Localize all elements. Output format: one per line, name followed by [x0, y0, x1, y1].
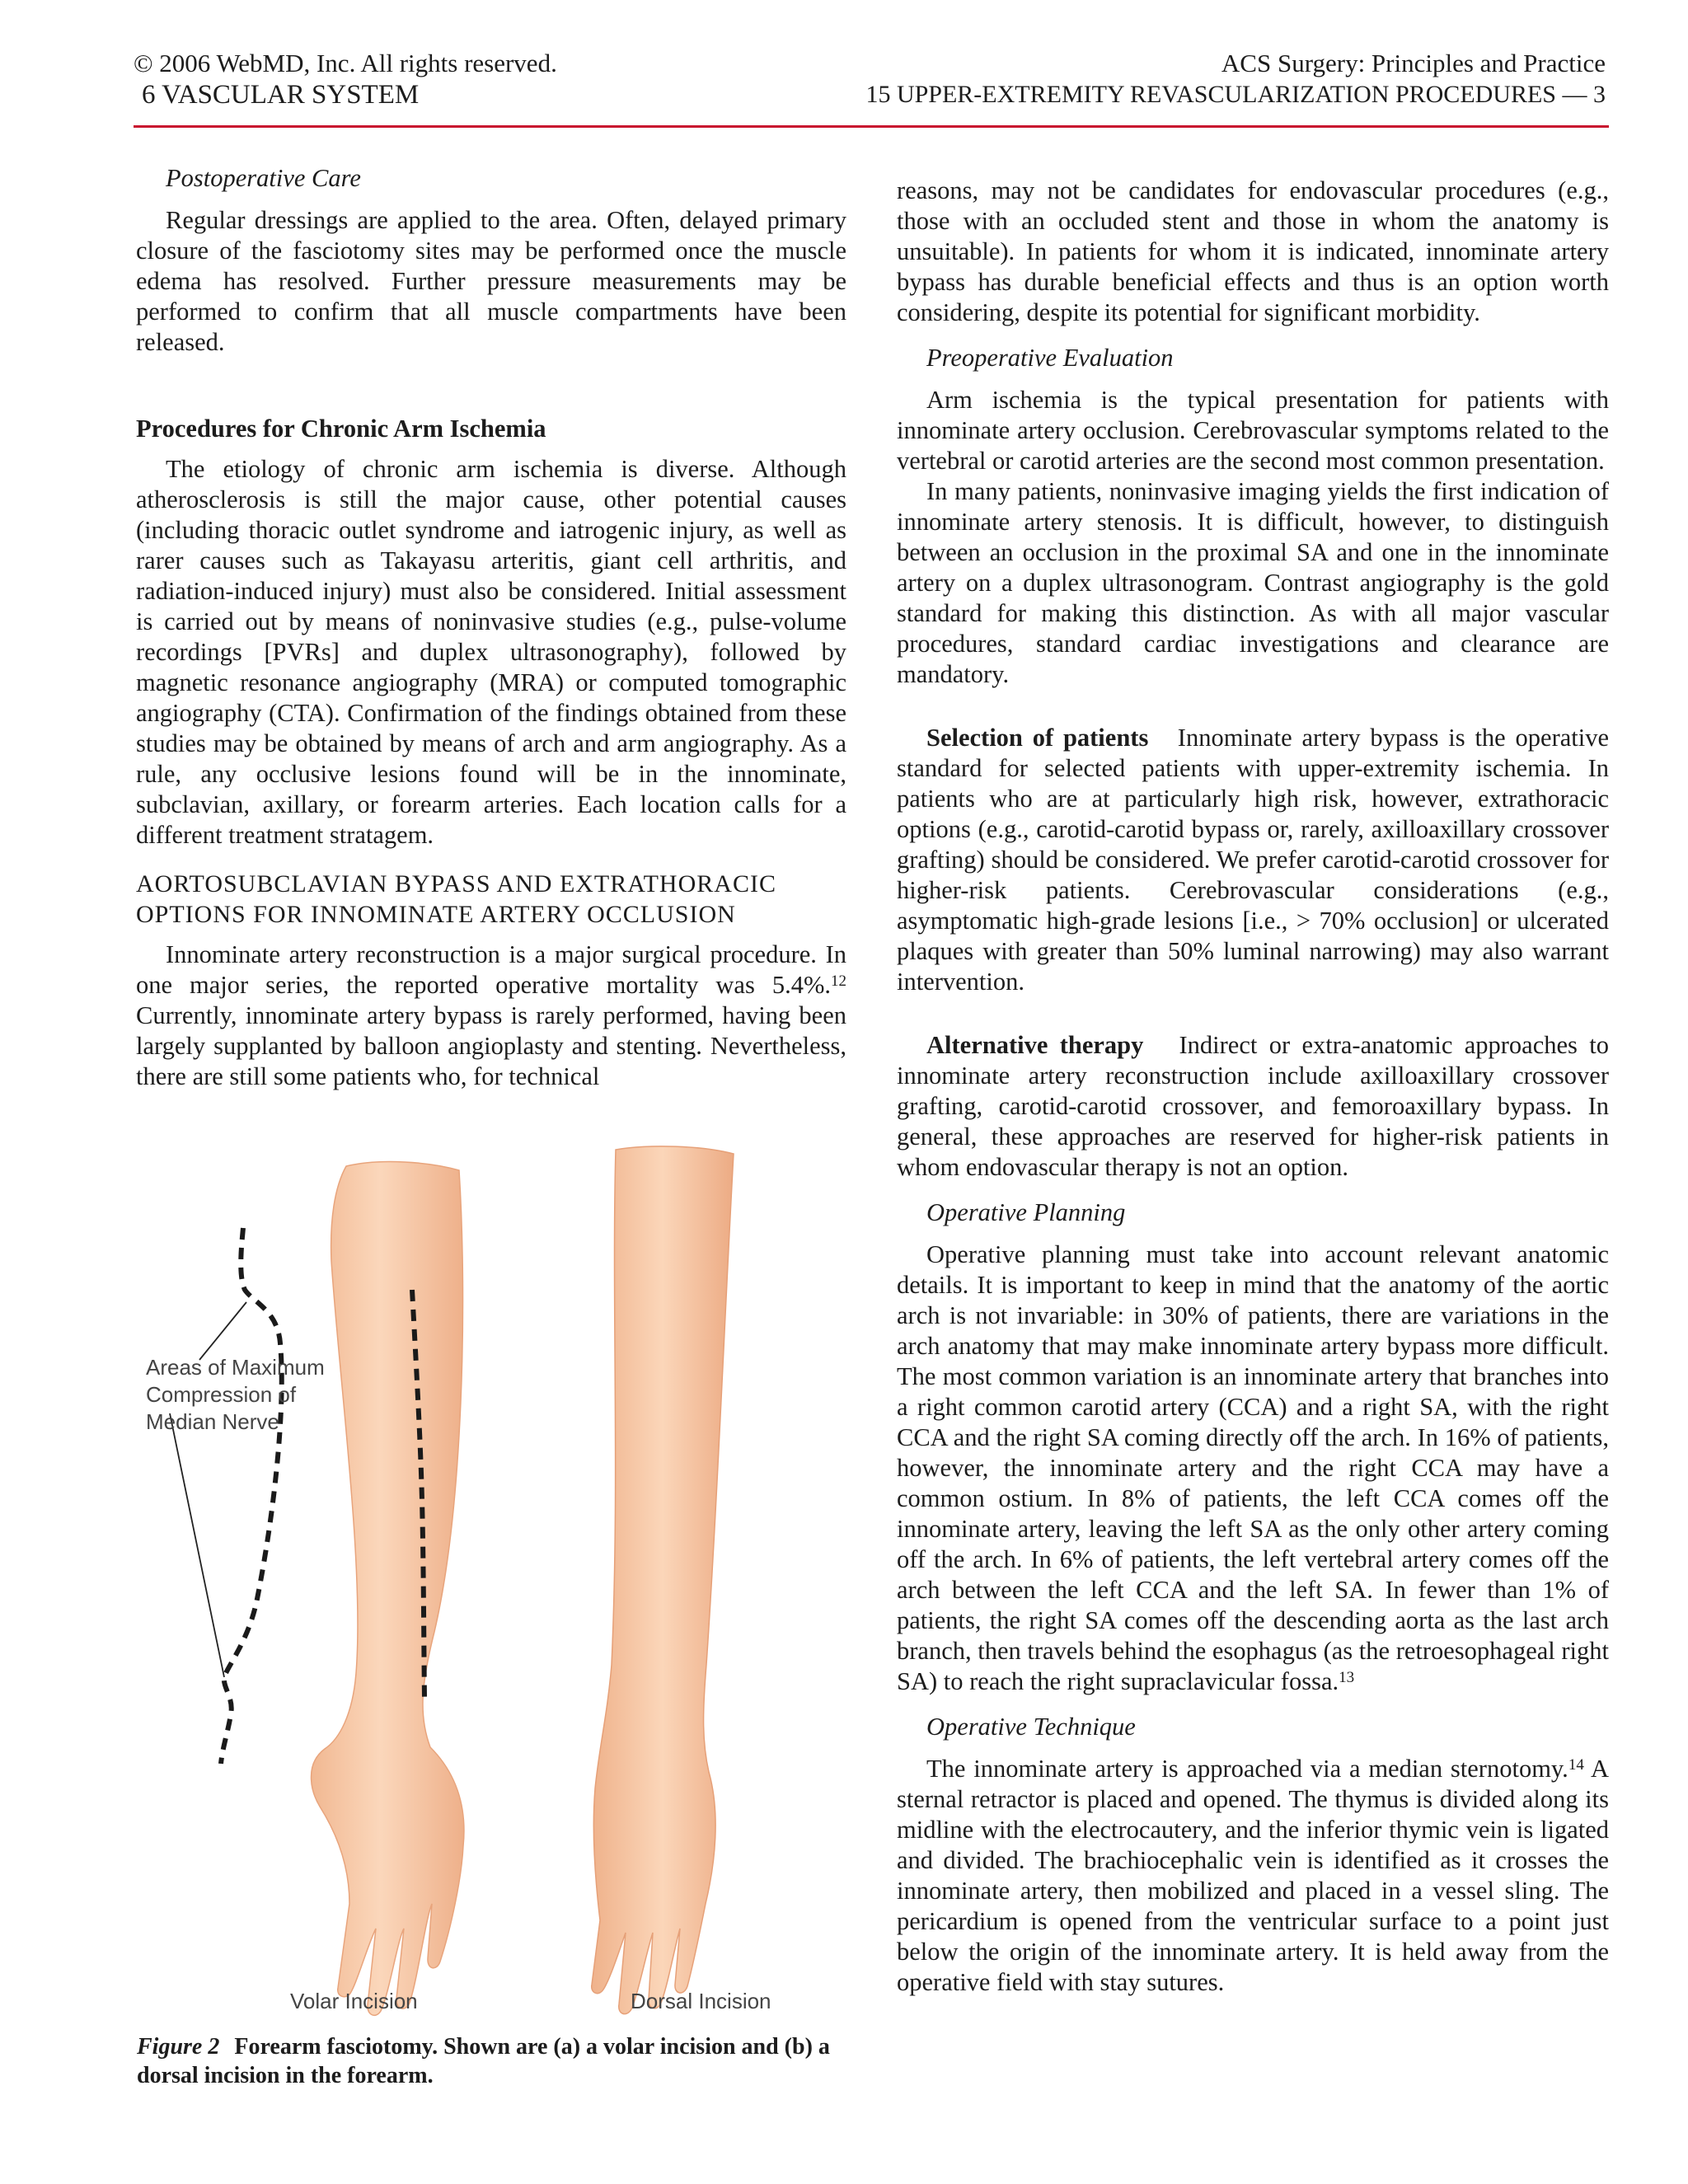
chronic-paragraph: The etiology of chronic arm ischemia is diverse. Although atherosclerosis is still the major cause, other potential causes (including thoracic outlet syndrome and iatrogenic injury, as well as rarer causes such as Takayasu arteritis, giant cell arthritis, and radiation-induced injury) must also be considered. Initial assessment is carried out by means of noninvasive studies (e.g., pulse-volume recordings [PVRs] and duplex ultrasonography), followed by magnetic resonance angiography (MRA) or computed tomographic angiography (CTA). Confirmation of the findings obtained from these studies may be obtained by means of arch and arm angiography. As a rule, any occlusive lesions found will be in the innominate, subclavian, axillary, or forearm arteries. Each location calls for a different treatment stratagem.	[136, 455, 846, 849]
reference-13: 13	[1339, 1669, 1355, 1686]
selection-text: Innominate artery bypass is the operative standard for selected patients with upper-extremity ischemia. In patients who are at particularly high risk, however, extrathoracic options (e.g., carotid-carotid bypass or, rarely, axilloaxillary crossover grafting) should be considered. We prefer carotid-carotid crossover for higher-risk patients. Cerebrovascular considerations (e.g., asymptomatic high-grade lesions [i.e., > 70% occlusion] or ulcerated plaques with greater than 50% luminal narrowing) may also warrant intervention.	[897, 724, 1609, 996]
label-maximum-compression: Areas of Maximum Compression of Median Nerve	[146, 1355, 325, 1434]
aorto-text-a: Innominate artery reconstruction is a major surgical procedure. In one major series, the reported operative mortality was 5.4%.	[136, 940, 846, 999]
right-column	[897, 176, 1609, 1998]
figure-caption-text: Forearm fasciotomy. Shown are (a) a volar incision and (b) a dorsal incision in the forearm.	[137, 2034, 830, 2088]
alternative-runin-heading: Alternative therapy	[926, 1031, 1144, 1059]
technique-heading: Operative Technique	[926, 1713, 1136, 1741]
dorsal-forearm	[592, 1146, 734, 2014]
preop-paragraph-2: In many patients, noninvasive imaging yields the first indication of innominate artery stenosis. It is difficult, however, to distinguish between an occlusion in the proximal SA and one in the innominate artery on a duplex ultrasonogram. Contrast angiography is the gold standard for making this distinction. As with all major vascular procedures, standard cardiac investigations and clearance are mandatory.	[897, 477, 1609, 688]
preop-heading: Preoperative Evaluation	[926, 344, 1174, 372]
technique-text-b: A sternal retractor is placed and opened. The thymus is divided along its midline with the electrocautery, and the inferior thymic vein is ligated and divided. The brachiocephalic vein is identified as it crosses the innominate artery, then mobilized and placed in a vessel sling. The pericardium is opened from the ventricular surface to a point just below the origin of the innominate artery. It is held away from the operative field with stay sutures.	[897, 1755, 1609, 1996]
label-dorsal-incision: Dorsal Incision	[631, 1989, 771, 2013]
chronic-heading: Procedures for Chronic Arm Ischemia	[136, 415, 546, 443]
planning-paragraph	[897, 1240, 1609, 1697]
header-section: 6 VASCULAR SYSTEM	[142, 80, 420, 110]
aorto-heading	[136, 869, 846, 930]
alternative-paragraph	[897, 1030, 1609, 1183]
forearm-illustration	[134, 1137, 847, 2027]
selection-runin-heading: Selection of patients	[926, 724, 1149, 752]
postop-heading: Postoperative Care	[166, 164, 361, 192]
postop-paragraph: Regular dressings are applied to the area. Often, delayed primary closure of the fasciotomy sites may be performed once the muscle edema has resolved. Further pressure measurements may be performed to confirm that all muscle compartments have been released.	[136, 206, 846, 356]
planning-heading: Operative Planning	[926, 1198, 1126, 1226]
aorto-text-b: Currently, innominate artery bypass is rarely performed, having been largely supplanted by balloon angioplasty and stenting. Nevertheless, there are still some patients who, for technical	[136, 1001, 846, 1090]
leader-line-lower	[170, 1413, 224, 1677]
volar-forearm	[312, 1162, 464, 2016]
figure-caption	[137, 2032, 847, 2090]
label-volar-incision: Volar Incision	[290, 1989, 418, 2013]
planning-text: Operative planning must take into account relevant anatomic details. It is important to keep in mind that the anatomy of the aortic arch is not invariable: in 30% of patients, there are variations in the arch anatomy that may make innominate artery bypass more difficult. The most common variation is an innominate artery that branches into a right common carotid artery (CCA) and a right SA, with the right CCA and the right SA coming directly off the arch. In 16% of patients, however, the innominate artery and the right CCA may have a common ostium. In 8% of patients, the left CCA comes off the innominate artery, leaving the left SA as the only other artery coming off the arch. In 6% of patients, the left vertebral artery comes off the arch between the left CCA and the left SA. In fewer than 1% of patients, the right SA comes off the descending aorta as the last arch branch, then travels behind the esophagus (as the retroesophageal right SA) to reach the right supraclavicular fossa.	[897, 1240, 1609, 1695]
left-column	[136, 163, 846, 1092]
preop-paragraph-1: Arm ischemia is the typical presentation for patients with innominate artery occlusion. Cerebrovascular symptoms related to the vertebral or carotid arteries are the second most common presentation.	[897, 386, 1609, 475]
header-book-title: ACS Surgery: Principles and Practice	[1221, 49, 1606, 77]
reference-12: 12	[831, 972, 846, 990]
figure-forearm-fasciotomy	[134, 1137, 847, 2027]
header-rule	[134, 125, 1609, 128]
leader-line-upper	[199, 1302, 246, 1360]
technique-paragraph	[897, 1754, 1609, 1998]
reference-14: 14	[1568, 1756, 1584, 1774]
technique-text-a: The innominate artery is approached via a median sternotomy.	[926, 1755, 1568, 1783]
selection-paragraph	[897, 723, 1609, 997]
header-chapter-line: 15 UPPER-EXTREMITY REVASCULARIZATION PROCEDURES — 3	[865, 81, 1606, 108]
aorto-heading-line1: AORTOSUBCLAVIAN BYPASS AND EXTRATHORACIC	[136, 870, 776, 898]
aorto-paragraph	[136, 940, 846, 1092]
volar-incision-line	[221, 1228, 282, 1764]
alternative-text: Indirect or extra-anatomic approaches to innominate artery reconstruction include axilloaxillary crossover grafting, carotid-carotid crossover, and femoroaxillary bypass. In general, these approaches are reserved for higher-risk patients in whom endovascular therapy is not an option.	[897, 1031, 1609, 1181]
header-copyright: © 2006 WebMD, Inc. All rights reserved.	[134, 49, 557, 77]
figure-number: Figure 2	[137, 2034, 220, 2060]
aorto-heading-line2: OPTIONS FOR INNOMINATE ARTERY OCCLUSION	[136, 901, 736, 928]
continuation-paragraph: reasons, may not be candidates for endovascular procedures (e.g., those with an occluded stent and those in whom the anatomy is unsuitable). In patients for whom it is indicated, innominate artery bypass has durable beneficial effects and thus is an option worth considering, despite its potential for significant morbidity.	[897, 176, 1609, 326]
